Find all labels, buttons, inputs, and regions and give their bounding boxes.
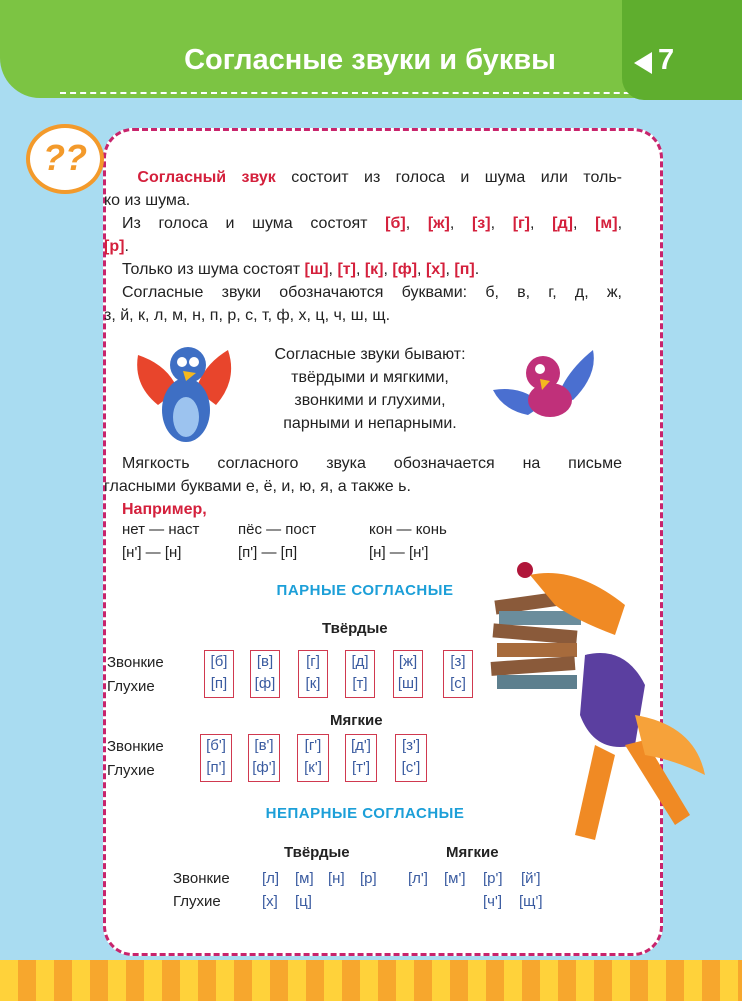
example-label: Например, — [122, 501, 207, 518]
softness-line-1: Мягкость согласного звука обозначается на письме — [122, 455, 622, 472]
types-line: твёрдыми и мягкими, — [291, 369, 449, 386]
voiceless-sound: [к] — [305, 675, 321, 692]
voiceless-sound: [т'] — [351, 759, 371, 776]
voiced-sound: [б'] — [206, 737, 226, 754]
sound-pair-box — [297, 734, 329, 782]
unpaired-sound: [л'] — [408, 870, 428, 887]
letters-line-1: Согласные звуки обозначаются буквами: б, в, г, д, ж, — [122, 284, 622, 301]
example-item: нет — наст [н'] — [н] — [122, 521, 200, 561]
unpaired-title: НЕПАРНЫЕ СОГЛАСНЫЕ — [265, 805, 465, 822]
consonant-types — [240, 343, 500, 435]
types-line: парными и непарными. — [283, 415, 457, 432]
paired-soft-label: Мягкие — [330, 712, 383, 729]
sound-pair-box — [248, 734, 280, 782]
voiced-sound: [ж] — [398, 653, 418, 670]
voiceless-sound: [ф] — [254, 675, 276, 692]
voiced-line-end: [р]. — [104, 238, 129, 255]
voiceless-sound: [к'] — [304, 759, 322, 776]
pink-bird-illustration — [488, 345, 598, 430]
fox-with-books-illustration — [485, 545, 715, 875]
unpaired-hard-label: Твёрдые — [284, 844, 350, 861]
row-label-voiceless: Глухие — [107, 762, 155, 779]
unpaired-sound: [м] — [295, 870, 314, 887]
sound-pair-box — [345, 734, 377, 782]
intro-line-1: Согласный звук состоит из голоса и шума или толь- — [137, 169, 622, 186]
unpaired-sound: [м'] — [444, 870, 466, 887]
unpaired-sound: [й'] — [521, 870, 541, 887]
types-line: звонкими и глухими, — [294, 392, 446, 409]
unpaired-soft-label: Мягкие — [446, 844, 499, 861]
voiceless-sound: [п'] — [206, 759, 226, 776]
header-divider — [60, 92, 660, 94]
sound-pair-box — [395, 734, 427, 782]
sound-pair-box — [443, 650, 473, 698]
voiceless-sound: [ш] — [397, 675, 419, 692]
voiceless-sound: [т] — [352, 675, 368, 692]
voiced-sound: [з] — [450, 653, 466, 670]
row-label-voiced: Звонкие — [107, 654, 164, 671]
row-label-voiced: Звонкие — [173, 870, 230, 887]
unpaired-sound: [л] — [262, 870, 280, 887]
voiced-sound: [г'] — [304, 737, 322, 754]
row-label-voiceless: Глухие — [107, 678, 155, 695]
voiced-sound: [б] — [210, 653, 228, 670]
unpaired-sound: [н] — [328, 870, 345, 887]
sound-pair-box — [200, 734, 232, 782]
sound-pair-box — [204, 650, 234, 698]
voiced-sound: [г] — [306, 653, 320, 670]
sound-pair-box — [345, 650, 375, 698]
triangle-left-icon — [634, 52, 652, 74]
bottom-stripe — [0, 960, 742, 1001]
unpaired-sound: [р] — [360, 870, 377, 887]
types-line: Согласные звуки бывают: — [274, 346, 466, 363]
voiceless-line: Только из шума состоят [ш], [т], [к], [ф], [х], [п]. — [122, 261, 480, 278]
paired-title: ПАРНЫЕ СОГЛАСНЫЕ — [276, 582, 454, 599]
voiceless-sound: [п] — [210, 675, 228, 692]
unpaired-sound: [р'] — [483, 870, 503, 887]
page-number: 7 — [658, 44, 675, 76]
intro-line-2: ко из шума. — [104, 192, 191, 209]
voiced-sound: [в'] — [254, 737, 274, 754]
row-label-voiceless: Глухие — [173, 893, 221, 910]
sound-pair-box — [393, 650, 423, 698]
term-highlight: Согласный звук — [137, 169, 276, 186]
blue-bird-illustration — [128, 335, 238, 450]
paired-hard-label: Твёрдые — [322, 620, 388, 637]
unpaired-sound: [ц] — [295, 893, 312, 910]
sound-pair-box — [250, 650, 280, 698]
example-item: кон — конь [н] — [н'] — [369, 521, 447, 561]
voiced-line: Из голоса и шума состоят [б], [ж], [з], [г], [д], [м], — [122, 215, 623, 232]
voiceless-sound: [ф'] — [252, 759, 276, 776]
voiceless-sound: [с'] — [401, 759, 421, 776]
intro-paragraph — [104, 166, 623, 327]
voiced-sound: [д'] — [351, 737, 371, 754]
page-number-tab — [622, 0, 742, 100]
softness-paragraph — [104, 452, 622, 521]
unpaired-sound: [ч'] — [483, 893, 503, 910]
voiced-sound: [з'] — [401, 737, 421, 754]
question-bubble-icon: ?? — [26, 124, 104, 194]
softness-line-2: гласными буквами е, ё, и, ю, я, а также ь. — [104, 478, 411, 495]
sound-pair-box — [298, 650, 328, 698]
voiced-sound: [в] — [256, 653, 274, 670]
unpaired-sound: [х] — [262, 893, 278, 910]
letters-line-2: з, й, к, л, м, н, п, р, с, т, ф, х, ц, ч, ш, щ. — [104, 307, 391, 324]
voiced-sound: [д] — [351, 653, 369, 670]
page-title: Согласные звуки и буквы — [184, 44, 556, 76]
example-item: пёс — пост [п'] — [п] — [238, 521, 317, 561]
row-label-voiced: Звонкие — [107, 738, 164, 755]
voiceless-sound: [с] — [450, 675, 466, 692]
unpaired-sound: [щ'] — [519, 893, 543, 910]
